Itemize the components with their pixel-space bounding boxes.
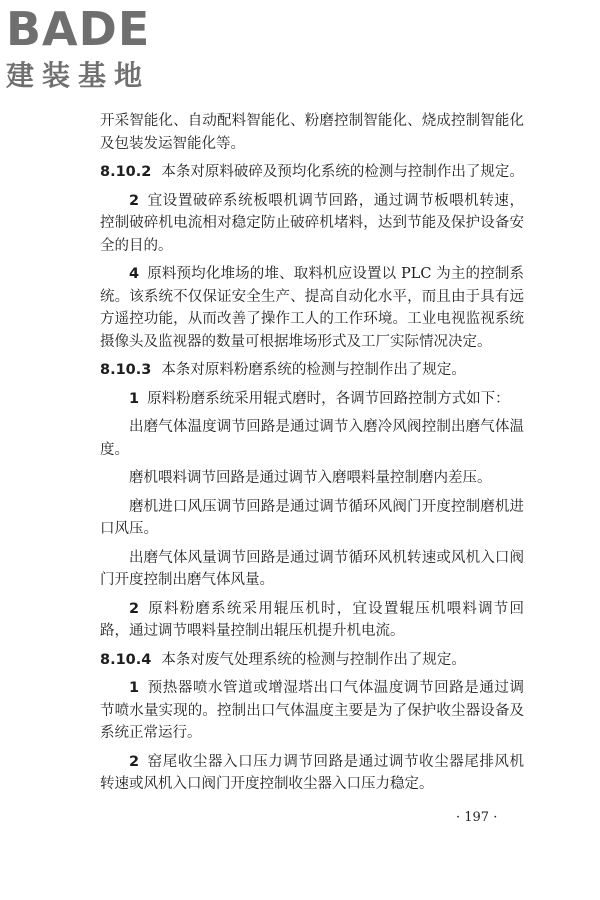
paragraph-text: 本条对原料粉磨系统的检测与控制作出了规定。 [161,362,466,378]
paragraph-text: 磨机进口风压调节回路是通过调节循环风阀门开度控制磨机进口风压。 [100,498,524,537]
paragraph-text: 预热器喷水管道或增湿塔出口气体温度调节回路是通过调节喷水量实现的。控制出口气体温度主要是为了保护收尘器设备及系统正常运行。 [100,680,524,741]
section-number: 8.10.3 [100,362,152,378]
item-paragraph [100,677,524,745]
logo-brand-cn: 建装基地 [6,59,151,92]
logo-text-en: BADE [6,2,151,56]
section-paragraph [100,161,524,184]
section-number: 8.10.4 [100,651,152,668]
body-paragraph [100,416,524,461]
item-paragraph [100,598,524,643]
item-number: 2 [129,192,140,209]
paragraph-text: 宜设置破碎系统板喂机调节回路，通过调节板喂机转速，控制破碎机电流相对稳定防止破碎机堵料，达到节能及保护设备安全的目的。 [100,192,524,254]
paragraph-text: 本条对废气处理系统的检测与控制作出了规定。 [161,651,466,668]
section-paragraph [100,359,524,382]
paragraph-text: 出磨气体温度调节回路是通过调节入磨冷风阀控制出磨气体温度。 [100,419,524,458]
section-number: 8.10.2 [100,164,152,180]
body-paragraph [100,467,524,490]
page-number: · 197 · [456,810,498,825]
item-paragraph [100,751,524,796]
continued-paragraph [100,110,524,155]
item-number: 1 [129,390,140,407]
item-paragraph [100,388,524,411]
paragraph-text: 出磨气体风量调节回路是通过调节循环风机转速或风机入口阀门开度控制出磨气体风量。 [100,549,524,588]
section-paragraph [100,649,524,672]
paragraph-text: 本条对原料破碎及预均化系统的检测与控制作出了规定。 [161,164,524,180]
item-paragraph [100,263,524,353]
item-number: 1 [129,680,140,696]
logo-brand-en [6,4,176,54]
item-number: 4 [129,266,140,282]
document-body [100,110,524,802]
paragraph-text: 原料预均化堆场的堆、取料机应设置以 PLC 为主的控制系统。该系统不仅保证安全生产、提高自动化水平，而且由于具有远方遥控功能，从而改善了操作工人的工作环境。工业电视监视系统摄像头及监视器的数量可根据堆场形式及工厂实际情况决定。 [100,266,524,350]
body-paragraph [100,547,524,592]
paragraph-text: 窑尾收尘器入口压力调节回路是通过调节收尘器尾排风机转速或风机入口阀门开度控制收尘器入口压力稳定。 [100,753,524,792]
bade-logo [6,4,176,104]
body-paragraph [100,496,524,541]
paragraph-text: 磨机喂料调节回路是通过调节入磨喂料量控制磨内差压。 [129,470,492,486]
item-paragraph [100,190,524,258]
paragraph-text: 原料粉磨系统采用辊压机时，宜设置辊压机喂料调节回路，通过调节喂料量控制出辊压机提升机电流。 [100,600,524,639]
item-number: 2 [129,753,140,770]
item-number: 2 [129,600,140,617]
paragraph-text: 原料粉磨系统采用辊式磨时，各调节回路控制方式如下： [147,390,510,407]
paragraph-text: 开采智能化、自动配料智能化、粉磨控制智能化、烧成控制智能化及包装发运智能化等。 [100,113,524,152]
